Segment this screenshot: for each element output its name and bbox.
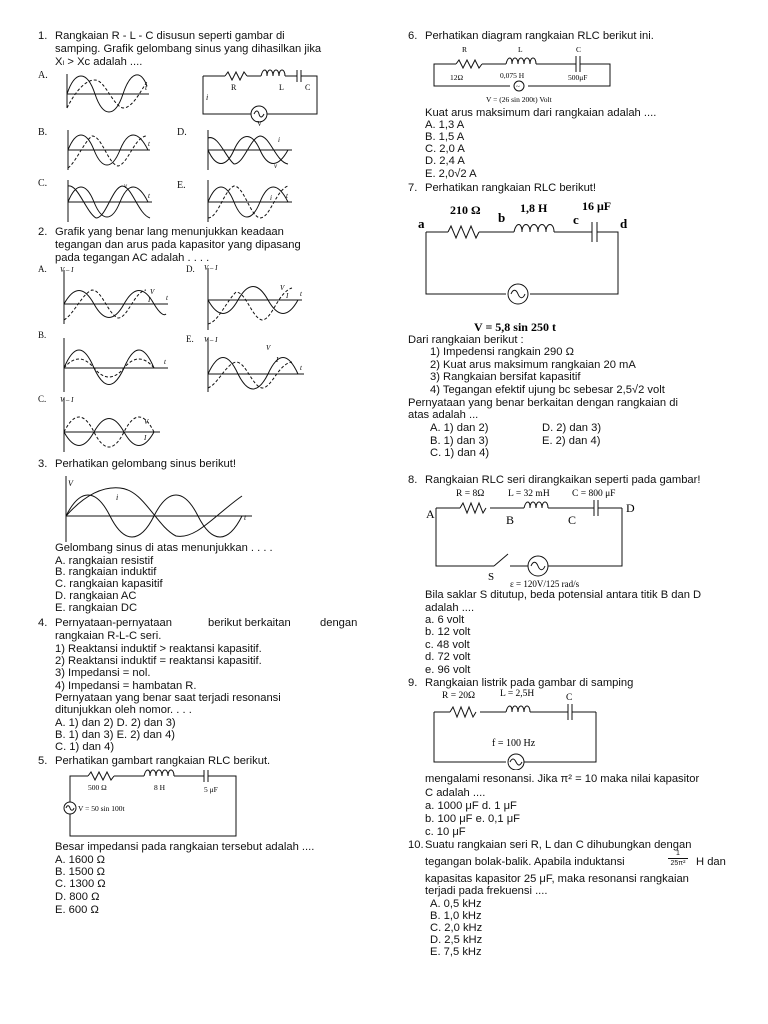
q4-stem-right: dengan bbox=[320, 617, 358, 629]
q8-number: 8. bbox=[408, 474, 418, 486]
q7-lead: Dari rangkaian berikut : bbox=[408, 334, 524, 346]
q7-item-2: 2) Kuat arus maksimum rangkaian 20 mA bbox=[430, 359, 636, 371]
q6-circuit bbox=[426, 42, 618, 104]
q5-number: 5. bbox=[38, 755, 48, 767]
q5-option-c: C. 1300 Ω bbox=[55, 878, 106, 890]
q4-options-row-2: B. 1) dan 3) E. 2) dan 4) bbox=[55, 729, 176, 741]
q2-graph-a-v-label: V bbox=[150, 288, 155, 296]
q7-item-4: 4) Tegangan efektif ujung bc sebesar 2,5√2 volt bbox=[430, 384, 665, 396]
q1-graph-b bbox=[60, 128, 160, 174]
q9-circuit-r-label: R = 20Ω bbox=[442, 691, 476, 701]
q4-question-line-1: Pernyataan yang benar saat terjadi resonansi bbox=[55, 692, 281, 704]
q2-graph-e-v-label: V bbox=[266, 344, 271, 352]
q5-stem: Perhatikan gambart rangkaian RLC berikut. bbox=[55, 755, 271, 767]
q5-option-e: E. 600 Ω bbox=[55, 904, 99, 916]
q1-circuit bbox=[195, 68, 325, 126]
q2-option-d-label: D. bbox=[186, 264, 195, 274]
q7-node-d: d bbox=[620, 216, 628, 231]
q3-option-c: C. rangkaian kapasitif bbox=[55, 578, 163, 590]
q10-line-4: terjadi pada frekuensi .... bbox=[425, 885, 548, 897]
q2-graph-d-t-label: t bbox=[300, 290, 302, 298]
q2-graph-c-vi-label: V – I bbox=[60, 396, 74, 404]
q2-graph-a-i-label: I bbox=[148, 296, 151, 304]
q10-option-e: E. 7,5 kHz bbox=[430, 946, 482, 958]
q1-circuit-c-label: C bbox=[305, 83, 311, 92]
q3-number: 3. bbox=[38, 458, 48, 470]
q5-circuit-source-label: V = 50 sin 100t bbox=[78, 804, 125, 813]
q7-option-e: E. 2) dan 4) bbox=[542, 435, 601, 447]
q2-graph-a-t-label: t bbox=[166, 294, 168, 302]
q2-graph-e-i-label: I bbox=[276, 356, 279, 364]
q8-node-a: A bbox=[426, 507, 435, 521]
q6-circuit-c-label: C bbox=[576, 45, 582, 54]
q1-stem-line-1: Rangkaian R - L - C disusun seperti gambar di bbox=[55, 30, 285, 42]
q2-graph-d-v-label: V bbox=[280, 284, 285, 292]
q10-line-1: Suatu rangkaian seri R, L dan C dihubungkan dengan bbox=[425, 839, 692, 851]
q6-option-d: D. 2,4 A bbox=[425, 155, 465, 167]
q5-circuit-l-label: 8 H bbox=[154, 783, 166, 792]
q1-circuit-l-label: L bbox=[279, 83, 284, 92]
svg-text:~: ~ bbox=[516, 83, 520, 91]
q2-graph-c-i-label: I bbox=[144, 434, 147, 442]
q8-node-b: B bbox=[506, 513, 515, 527]
q6-circuit-c-value: 500μF bbox=[568, 73, 588, 82]
q4-item-2: 2) Reaktansi induktif = reaktansi kapasitif. bbox=[55, 655, 262, 667]
q9-frequency-label: f = 100 Hz bbox=[492, 738, 536, 749]
q7-item-1: 1) Impedensi rangkain 290 Ω bbox=[430, 346, 574, 358]
q8-switch-label: S bbox=[488, 571, 495, 583]
q6-option-a: A. 1,3 A bbox=[425, 119, 465, 131]
q2-graph-c bbox=[56, 394, 166, 456]
q9-number: 9. bbox=[408, 677, 418, 689]
q1-circuit-v-label: V bbox=[257, 120, 263, 126]
q6-circuit-source-label: V = (26 sin 200t) Volt bbox=[486, 95, 552, 104]
q4-item-1: 1) Reaktansi induktif > reaktansi kapasitif. bbox=[55, 643, 262, 655]
q7-node-a: a bbox=[418, 216, 425, 231]
q4-stem-left: Pernyataan-pernyataan bbox=[55, 617, 172, 629]
q7-circuit-r-label: 210 Ω bbox=[450, 203, 481, 217]
q1-graph-e-t-label: t bbox=[286, 192, 288, 200]
q8-option-d: d. 72 volt bbox=[425, 651, 471, 663]
q10-line-2a: tegangan bolak-balik. Apabila induktansi bbox=[425, 856, 625, 868]
q7-option-d: D. 2) dan 3) bbox=[542, 422, 602, 434]
q2-graph-d-i-label: I bbox=[286, 292, 289, 300]
q3-graph-i-label: i bbox=[116, 493, 119, 502]
q1-graph-d-v-label: v bbox=[274, 162, 278, 170]
q7-question-line-1: Pernyataan yang benar berkaitan dengan rangkaian di bbox=[408, 397, 678, 409]
q8-option-b: b. 12 volt bbox=[425, 626, 471, 638]
q2-option-c-label: C. bbox=[38, 394, 47, 404]
q8-circuit bbox=[424, 486, 654, 590]
q6-question: Kuat arus maksimum dari rangkaian adalah .... bbox=[425, 107, 657, 119]
q3-graph-t-label: t bbox=[244, 513, 247, 522]
q4-options-row-1: A. 1) dan 2) D. 2) dan 3) bbox=[55, 717, 176, 729]
q8-circuit-c-label: C = 800 μF bbox=[572, 489, 616, 499]
q1-option-e-label: E. bbox=[177, 180, 186, 191]
q1-graph-d bbox=[200, 128, 300, 174]
q6-circuit-r-label: R bbox=[462, 45, 468, 54]
q3-option-d: D. rangkaian AC bbox=[55, 590, 137, 602]
q9-circuit-c-label: C bbox=[566, 693, 573, 703]
q6-number: 6. bbox=[408, 30, 418, 42]
q4-stem-line-2: rangkaian R-L-C seri. bbox=[55, 630, 162, 642]
q1-circuit-i-label: i bbox=[206, 93, 209, 102]
q9-question-line-1: mengalami resonansi. Jika π² = 10 maka nilai kapasitor bbox=[425, 773, 700, 785]
q7-circuit bbox=[414, 196, 636, 336]
q1-number: 1. bbox=[38, 30, 48, 42]
q8-option-e: e. 96 volt bbox=[425, 664, 471, 676]
q3-question: Gelombang sinus di atas menunjukkan . . . . bbox=[55, 542, 273, 554]
q1-stem-line-3: Xₗ > Xᴄ adalah .... bbox=[55, 56, 143, 68]
q3-graph-v-label: V bbox=[68, 479, 73, 488]
q8-question-line-2: adalah .... bbox=[425, 602, 475, 614]
q7-node-c: c bbox=[573, 212, 579, 227]
q3-option-a: A. rangkaian resistif bbox=[55, 555, 154, 567]
q2-graph-d-vi-label: V – I bbox=[204, 264, 218, 272]
q5-question: Besar impedansi pada rangkaian tersebut adalah .... bbox=[55, 841, 315, 853]
q7-circuit-source-label: V = 5,8 sin 250 t bbox=[474, 320, 556, 334]
q6-circuit-l-label: L bbox=[518, 45, 523, 54]
q6-option-c: C. 2,0 A bbox=[425, 143, 465, 155]
q9-stem: Rangkaian listrik pada gambar di samping bbox=[425, 677, 634, 689]
q10-fraction-denominator: 25π² bbox=[670, 860, 686, 867]
q7-option-b: B. 1) dan 3) bbox=[430, 435, 489, 447]
q10-option-c: C. 2,0 kHz bbox=[430, 922, 483, 934]
q4-question-line-2: ditunjukkan oleh nomor. . . . bbox=[55, 704, 192, 716]
q2-option-e-label: E. bbox=[186, 334, 194, 344]
q2-graph-a-vi-label: V – I bbox=[60, 266, 74, 274]
q10-number: 10. bbox=[408, 839, 424, 851]
q7-stem: Perhatikan rangkaian RLC berikut! bbox=[425, 182, 597, 194]
q10-option-b: B. 1,0 kHz bbox=[430, 910, 482, 922]
q1-graph-e bbox=[200, 178, 300, 226]
q1-graph-c bbox=[60, 178, 160, 226]
q6-option-b: B. 1,5 A bbox=[425, 131, 465, 143]
q1-option-c-label: C. bbox=[38, 178, 48, 189]
q1-graph-c-t-label: t bbox=[148, 192, 150, 200]
q7-circuit-c-label: 16 μF bbox=[582, 199, 612, 213]
q4-stem-mid: berikut berkaitan bbox=[208, 617, 291, 629]
q1-option-d-label: D. bbox=[177, 127, 187, 138]
q3-stem: Perhatikan gelombang sinus berikut! bbox=[55, 458, 236, 470]
q3-option-e: E. rangkaian DC bbox=[55, 602, 138, 614]
q7-option-c: C. 1) dan 4) bbox=[430, 447, 490, 459]
q2-graph-d bbox=[200, 262, 310, 334]
q7-question-line-2: atas adalah ... bbox=[408, 409, 479, 421]
q1-graph-a bbox=[55, 72, 155, 120]
q8-stem: Rangkaian RLC seri dirangkaikan seperti pada gambar! bbox=[425, 474, 701, 486]
q2-graph-b-t-label: t bbox=[164, 358, 166, 366]
q9-options-row-2: b. 100 μF e. 0,1 μF bbox=[425, 813, 520, 825]
q6-circuit-r-value: 12Ω bbox=[450, 73, 464, 82]
q2-graph-e-t-label: t bbox=[300, 364, 302, 372]
q8-node-d: D bbox=[626, 501, 635, 515]
q10-option-d: D. 2,5 kHz bbox=[430, 934, 483, 946]
q10-fraction-numerator: 1 bbox=[668, 850, 688, 859]
q2-graph-c-v-label: V bbox=[144, 418, 149, 426]
q10-option-a: A. 0,5 kHz bbox=[430, 898, 482, 910]
q8-circuit-r-label: R = 8Ω bbox=[456, 489, 485, 499]
q2-graph-e-vi-label: V – I bbox=[204, 336, 218, 344]
q4-options-row-3: C. 1) dan 4) bbox=[55, 741, 115, 753]
q1-graph-a-t-label: t bbox=[145, 83, 148, 92]
q2-option-a-label: A. bbox=[38, 264, 47, 274]
q4-item-3: 3) Impedansi = nol. bbox=[55, 667, 151, 679]
q9-options-row-3: c. 10 μF bbox=[425, 826, 466, 838]
q2-stem-line-2: tegangan dan arus pada kapasitor yang dipasang bbox=[55, 239, 301, 251]
q9-question-line-2: C adalah .... bbox=[425, 787, 486, 799]
q2-number: 2. bbox=[38, 226, 48, 238]
q5-option-d: D. 800 Ω bbox=[55, 891, 100, 903]
q2-stem-line-3: pada tegangan AC adalah . . . . bbox=[55, 252, 210, 264]
q1-option-a-label: A. bbox=[38, 70, 48, 81]
q5-circuit-c-label: 5 μF bbox=[204, 785, 218, 794]
q8-circuit-l-label: L = 32 mH bbox=[508, 489, 550, 499]
q8-source-label: ε = 120V/125 rad/s bbox=[510, 579, 580, 589]
q3-option-b: B. rangkaian induktif bbox=[55, 566, 157, 578]
q9-options-row-1: a. 1000 μF d. 1 μF bbox=[425, 800, 517, 812]
q5-circuit-r-label: 500 Ω bbox=[88, 783, 107, 792]
q5-circuit bbox=[58, 768, 244, 840]
q3-graph bbox=[56, 474, 256, 544]
q10-line-2b: H dan bbox=[696, 856, 726, 868]
q9-circuit bbox=[424, 688, 604, 770]
q6-stem: Perhatikan diagram rangkaian RLC berikut ini. bbox=[425, 30, 654, 42]
q1-graph-c-v-label: v bbox=[124, 182, 128, 190]
q8-node-c: C bbox=[568, 513, 577, 527]
q9-circuit-l-label: L = 2,5H bbox=[500, 689, 535, 699]
q7-number: 7. bbox=[408, 182, 418, 194]
q2-option-b-label: B. bbox=[38, 330, 47, 340]
q1-option-b-label: B. bbox=[38, 127, 48, 138]
q4-number: 4. bbox=[38, 617, 48, 629]
q5-option-b: B. 1500 Ω bbox=[55, 866, 106, 878]
q7-node-b: b bbox=[498, 210, 506, 225]
q2-graph-a bbox=[56, 264, 176, 328]
q2-graph-e bbox=[200, 334, 310, 396]
q8-option-a: a. 6 volt bbox=[425, 614, 465, 626]
q2-stem-line-1: Grafik yang benar lang menunjukkan keadaan bbox=[55, 226, 284, 238]
q8-question-line-1: Bila saklar S ditutup, beda potensial antara titik B dan D bbox=[425, 589, 702, 601]
q8-option-c: c. 48 volt bbox=[425, 639, 470, 651]
q1-graph-e-i-label: i bbox=[270, 194, 272, 202]
q1-stem-line-2: samping. Grafik gelombang sinus yang dihasilkan jika bbox=[55, 43, 322, 55]
q1-graph-b-t-label: t bbox=[148, 140, 150, 148]
q6-circuit-l-value: 0,075 H bbox=[500, 71, 525, 80]
q7-circuit-l-label: 1,8 H bbox=[520, 201, 548, 215]
q1-graph-d-i-label: i bbox=[278, 136, 280, 144]
q2-graph-b bbox=[56, 334, 176, 396]
q7-item-3: 3) Rangkaian bersifat kapasitif bbox=[430, 371, 581, 383]
q10-line-3: kapasitas kapasitor 25 μF, maka resonansi rangkaian bbox=[425, 873, 689, 885]
q7-option-a: A. 1) dan 2) bbox=[430, 422, 489, 434]
q1-circuit-r-label: R bbox=[231, 83, 237, 92]
q6-option-e: E. 2,0√2 A bbox=[425, 168, 477, 180]
q5-option-a: A. 1600 Ω bbox=[55, 854, 106, 866]
q4-item-4: 4) Impedansi = hambatan R. bbox=[55, 680, 197, 692]
